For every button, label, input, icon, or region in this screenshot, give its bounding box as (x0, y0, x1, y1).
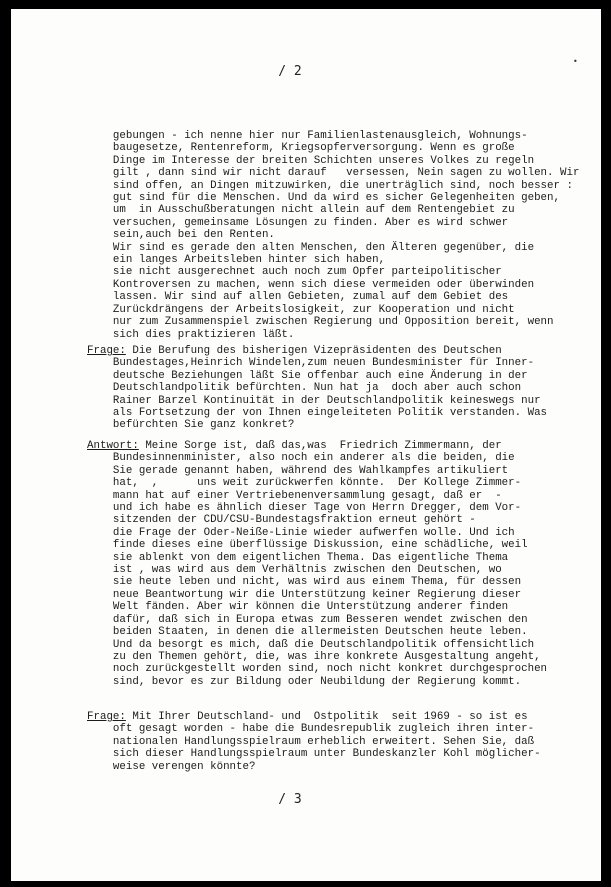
text-line: Deutschlandpolitik befürchten. Nun hat ja doch aber auch schon (87, 382, 522, 395)
document-page (11, 9, 601, 881)
text-line: beiden Staaten, in denen die allermeisten Deutschen heute leben. (87, 626, 528, 639)
question-2-text: Mit Ihrer Deutschland- und Ostpolitik seit 1969 - so ist es (125, 711, 528, 723)
text-line: Dinge im Interesse der breiten Schichten unseres Volkes zu regeln (87, 154, 535, 167)
margin-mark: • (573, 57, 578, 66)
text-line: ist , was wird aus dem Verhältnis zwischen den Deutschen, wo (87, 564, 502, 577)
text-line: sie ablenkt von dem eigentlichen Thema. Das eigentliche Thema (87, 551, 509, 564)
text-line: zu den Themen gehört, die, was ihre konkrete Ausgestaltung angeht, (87, 650, 541, 663)
text-line: mann hat auf einer Vertriebenenversammlung gesagt, daß er - (87, 489, 502, 502)
text-line: als Fortsetzung der von Ihnen eingeleiteten Politik verstanden. Was (87, 407, 548, 420)
question-block-2 (87, 711, 565, 773)
text-line: Welt fänden. Aber wir können die Unterstützung anderer finden (87, 601, 509, 614)
text-line: Rainer Barzel Kontinuität in der Deutschlandpolitik keineswegs nur (87, 394, 541, 407)
text-line: Kontroversen zu machen, wenn sich diese vermeiden oder überwinden (87, 278, 535, 291)
answer-1-first-line (87, 440, 565, 452)
text-line: sein,auch bei den Renten. (87, 229, 275, 242)
text-line: sitzenden der CDU/CSU-Bundestagsfraktion erneut gehört - (87, 514, 476, 527)
question-1-first-line (87, 345, 565, 357)
text-line: Sie gerade genannt haben, während des Wahlkampfes artikuliert (87, 464, 509, 477)
text-line: weise verengen könnte? (87, 760, 256, 773)
text-line: sich dies praktizieren läßt. (87, 328, 295, 341)
text-line: und ich habe es ähnlich dieser Tage von Herrn Dregger, dem Vor- (87, 502, 522, 515)
text-line: finde dieses eine überflüssige Diskussion, eine schädliche, weil (87, 539, 528, 552)
text-line: nationalen Handlungsspielraum erheblich erweitert. Sehen Sie, daß (87, 735, 535, 748)
text-line: sie heute leben und nicht, was wird aus einem Thema, für dessen (87, 576, 522, 589)
question-block-1 (87, 345, 565, 432)
page-number-header: / 2 (278, 64, 302, 79)
text-line: gut sind für die Menschen. Und da wird es sicher Gelegenheiten geben, (87, 192, 560, 205)
speaker-label: Antwort: (87, 440, 139, 452)
text-line: gebungen - ich nenne hier nur Familienlastenausgleich, Wohnungs- (87, 130, 528, 142)
speaker-label: Frage: (87, 345, 126, 357)
text-line: die Frage der Oder-Neiße-Linie wieder aufwerfen wolle. Und ich (87, 526, 515, 539)
text-line: dafür, daß sich in Europa etwas zum Besseren wendet zwischen den (87, 613, 528, 626)
text-line: ein langes Arbeitsleben hinter sich haben, (87, 254, 386, 267)
text-line: Bundesinnenminister, also noch ein anderer als die beiden, die (87, 452, 515, 465)
speaker-label: Frage: (87, 711, 126, 723)
text-line: versuchen, gemeinsame Lösungen zu finden. Aber es wird schwer (87, 216, 509, 229)
text-line: oft gesagt worden - habe die Bundesrepublik zugleich ihren inter- (87, 723, 535, 736)
text-line: nur zum Zusammenspiel zwischen Regierung und Opposition bereit, wenn (87, 316, 554, 329)
text-line: neue Beantwortung wir die Unterstützung keiner Regierung dieser (87, 588, 522, 601)
text-line: befürchten Sie ganz konkret? (87, 419, 295, 432)
text-line: baugesetze, Rentenreform, Kriegsopferversorgung. Wenn es große (87, 142, 515, 155)
text-line: lassen. Wir sind auf allen Gebieten, zumal auf dem Gebiet des (87, 291, 509, 304)
text-line: Zurückdrängens der Arbeitslosigkeit, zur Kooperation und nicht (87, 303, 515, 316)
text-line: noch zurückgestellt worden sind, noch nicht konkret durchgesprochen (87, 663, 548, 676)
text-line: sind, bevor es zur Bildung oder Neubildung der Regierung kommt. (87, 675, 522, 688)
text-line: Bundestages,Heinrich Windelen,zum neuen Bundesminister für Inner- (87, 357, 535, 370)
answer-1-text: Meine Sorge ist, daß das,was Friedrich Zimmermann, der (138, 440, 502, 452)
text-line: sind offen, an Dingen mitzuwirken, die unerträglich sind, noch besser : (87, 179, 573, 192)
answer-block-1 (87, 440, 565, 688)
answer-continuation (87, 130, 580, 341)
text-line: Wir sind es gerade den alten Menschen, den Älteren gegenüber, die (87, 241, 535, 254)
text-line: sie nicht ausgerechnet auch noch zum Opfer parteipolitischer (87, 266, 502, 279)
text-line: Und da besorgt es mich, daß die Deutschlandpolitik offensichtlich (87, 638, 535, 651)
page-number-footer: / 3 (278, 792, 302, 807)
text-line: deutsche Beziehungen läßt Sie offenbar auch eine Änderung in der (87, 369, 528, 382)
question-2-first-line (87, 711, 565, 723)
text-line: gilt , dann sind wir nicht darauf versessen, Nein sagen zu wollen. Wir (87, 167, 580, 180)
text-line: sich dieser Handlungsspielraum unter Bundeskanzler Kohl möglicher- (87, 748, 541, 761)
text-line: um in Ausschußberatungen nicht allein auf dem Rentengebiet zu (87, 204, 515, 217)
question-1-text: Die Berufung des bisherigen Vizepräsidenten des Deutschen (125, 345, 502, 357)
text-line: hat, , uns weit zurückwerfen könnte. Der Kollege Zimmer- (87, 477, 522, 490)
